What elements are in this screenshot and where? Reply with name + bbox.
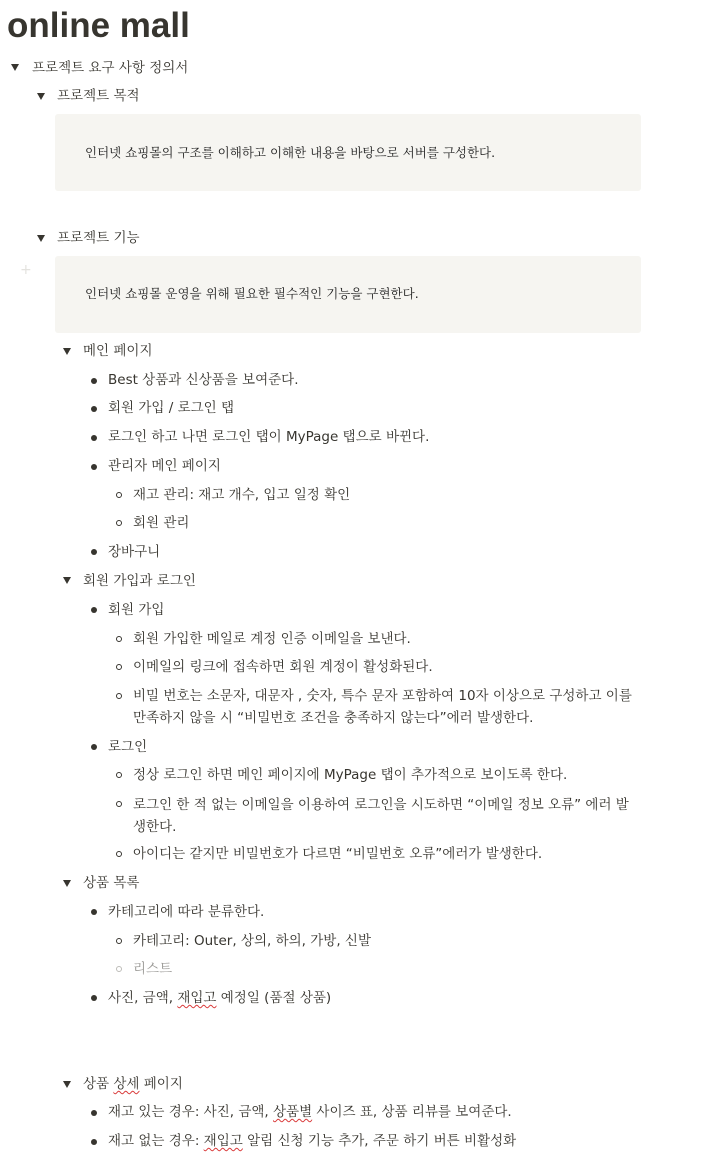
list-item: 회원 가입 / 로그인 탭 xyxy=(108,400,235,416)
sub-bullet-icon xyxy=(116,938,122,944)
sub-bullet-icon xyxy=(116,772,122,778)
list-item: 회원 관리 xyxy=(133,515,190,531)
text-segment: 페이지 xyxy=(139,1076,183,1092)
toggle-arrow-icon[interactable] xyxy=(37,93,45,100)
bullet-icon xyxy=(91,607,97,613)
sub-bullet-icon xyxy=(116,520,122,526)
page-title: online mall xyxy=(7,6,190,45)
sub-bullet-icon xyxy=(116,851,122,857)
list-item: 비밀 번호는 소문자, 대문자 , 숫자, 특수 문자 포함하여 10자 이상으로 구성하고 이를 만족하지 않을 시 “비밀번호 조건을 충족하지 않는다”에러 발생한다. xyxy=(133,688,632,726)
toggle-arrow-icon[interactable] xyxy=(37,235,45,242)
list-item: 정상 로그인 하면 메인 페이지에 MyPage 탭이 추가적으로 보이도록 한다. xyxy=(133,767,568,783)
toggle-arrow-icon[interactable] xyxy=(63,577,71,584)
bullet-icon xyxy=(91,1139,97,1145)
purpose-callout-text: 인터넷 쇼핑몰의 구조를 이해하고 이해한 내용을 바탕으로 서버를 구성한다. xyxy=(85,145,496,160)
text-segment: 재고 없는 경우: xyxy=(108,1133,204,1149)
bullet-icon xyxy=(91,549,97,555)
toggle-arrow-icon[interactable] xyxy=(11,64,19,71)
toggle-arrow-icon[interactable] xyxy=(63,880,71,887)
add-block-icon[interactable]: + xyxy=(20,262,32,278)
list-item: 로그인 xyxy=(108,739,148,755)
list-item: Best 상품과 신상품을 보여준다. xyxy=(108,372,299,388)
text-segment: 사진, 금액, xyxy=(108,990,178,1006)
text-segment: 재고 있는 경우: 사진, 금액, xyxy=(108,1104,273,1120)
list-item: 관리자 메인 페이지 xyxy=(108,458,221,474)
bullet-icon xyxy=(91,435,97,441)
sub-bullet-icon xyxy=(116,664,122,670)
toggle-arrow-icon[interactable] xyxy=(63,348,71,355)
toggle-product-list-label: 상품 목록 xyxy=(83,875,140,891)
list-item: 장바구니 xyxy=(108,544,161,560)
bullet-icon xyxy=(91,909,97,915)
list-item-placeholder[interactable]: 리스트 xyxy=(133,961,173,977)
text-segment: 예정일 (품절 상품) xyxy=(216,990,332,1006)
toggle-main-page-label: 메인 페이지 xyxy=(83,343,153,359)
sub-bullet-icon xyxy=(116,801,122,807)
list-item: 회원 가입 xyxy=(108,602,165,618)
list-item: 회원 가입한 메일로 계정 인증 이메일을 보낸다. xyxy=(133,631,411,647)
bullet-icon xyxy=(91,406,97,412)
bullet-icon xyxy=(91,378,97,384)
toggle-purpose-label: 프로젝트 목적 xyxy=(57,88,140,104)
list-item: 이메일의 링크에 접속하면 회원 계정이 활성화된다. xyxy=(133,659,433,675)
sub-bullet-icon xyxy=(116,966,122,972)
sub-bullet-icon xyxy=(116,492,122,498)
list-item: 로그인 한 적 없는 이메일을 이용하여 로그인을 시도하면 “이메일 정보 오류” 에러 발생한다. xyxy=(133,797,629,835)
spellcheck-word: 상세 xyxy=(113,1076,140,1092)
sub-bullet-icon xyxy=(116,693,122,699)
list-item xyxy=(108,988,331,1008)
spellcheck-word: 재입고 xyxy=(203,1133,243,1149)
list-item: 카테고리: Outer, 상의, 하의, 가방, 신발 xyxy=(133,933,371,949)
spellcheck-word: 상품별 xyxy=(273,1104,313,1120)
toggle-signup-login-label: 회원 가입과 로그인 xyxy=(83,573,196,589)
bullet-icon xyxy=(91,995,97,1001)
list-item xyxy=(108,1131,516,1151)
bullet-icon xyxy=(91,1110,97,1116)
toggle-features-label: 프로젝트 기능 xyxy=(57,230,140,246)
toggle-arrow-icon[interactable] xyxy=(63,1081,71,1088)
bullet-icon xyxy=(91,464,97,470)
bullet-icon xyxy=(91,744,97,750)
text-segment: 상품 xyxy=(83,1076,114,1092)
toggle-product-detail-label xyxy=(83,1074,183,1094)
toggle-root-label: 프로젝트 요구 사항 정의서 xyxy=(32,60,189,76)
spellcheck-word: 재입고 xyxy=(177,990,217,1006)
sub-bullet-icon xyxy=(116,636,122,642)
list-item: 아이디는 같지만 비밀번호가 다르면 “비밀번호 오류”에러가 발생한다. xyxy=(133,846,543,862)
list-item: 재고 관리: 재고 개수, 입고 일정 확인 xyxy=(133,487,351,503)
list-item xyxy=(108,1102,512,1122)
list-item: 카테고리에 따라 분류한다. xyxy=(108,904,265,920)
list-item: 로그인 하고 나면 로그인 탭이 MyPage 탭으로 바뀐다. xyxy=(108,429,430,445)
text-segment: 사이즈 표, 상품 리뷰를 보여준다. xyxy=(312,1104,512,1120)
text-segment: 알림 신청 기능 추가, 주문 하기 버튼 비활성화 xyxy=(242,1133,517,1149)
features-callout-text: 인터넷 쇼핑몰 운영을 위해 필요한 필수적인 기능을 구현한다. xyxy=(85,286,419,301)
